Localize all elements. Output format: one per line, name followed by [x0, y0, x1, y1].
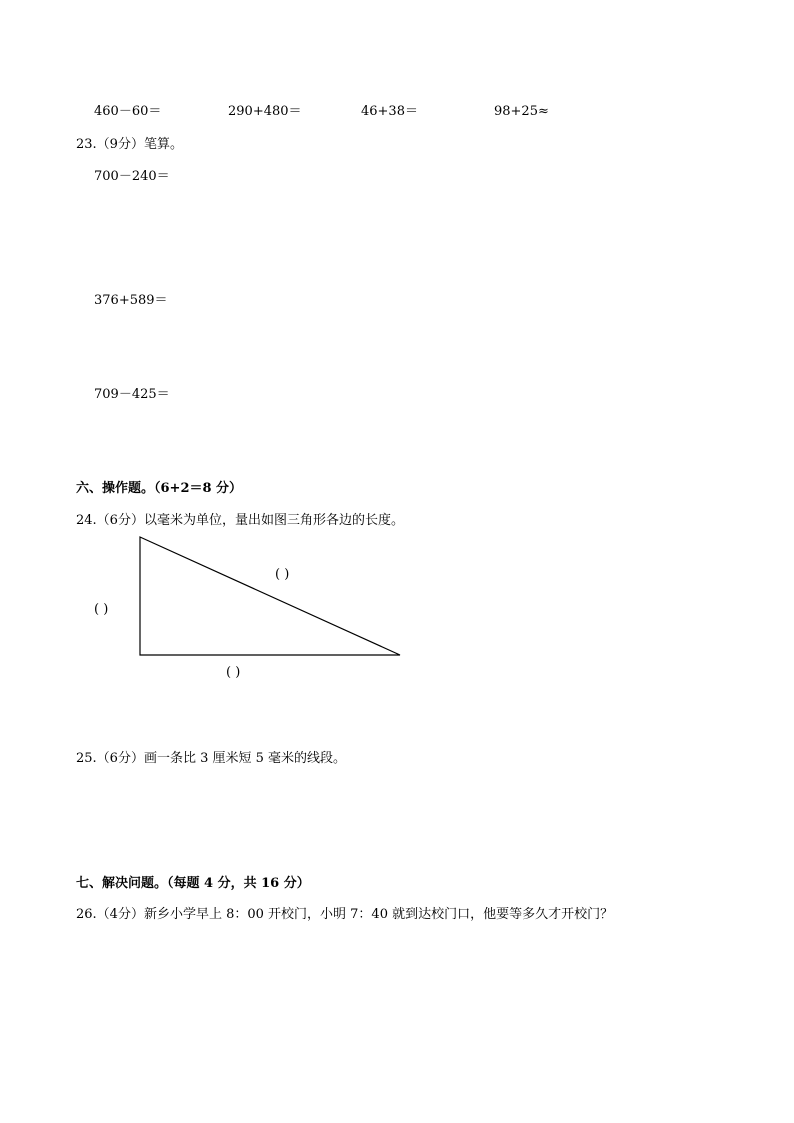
q23-title: 23.（9分）笔算。: [76, 137, 183, 152]
q24-title: 24.（6分）以毫米为单位，量出如图三角形各边的长度。: [76, 513, 404, 528]
q22-expression-4: 98+25≈: [494, 104, 549, 119]
bottom-side-length-blank: ( ): [226, 665, 241, 680]
q23-expression-2: 376+589＝: [94, 293, 168, 308]
q25-title: 25.（6分）画一条比 3 厘米短 5 毫米的线段。: [76, 751, 347, 766]
q22-expression-2: 290+480＝: [228, 104, 302, 119]
section7-title: 七、解决问题。（每题 4 分，共 16 分）: [76, 876, 310, 891]
triangle-shape: [140, 537, 400, 655]
q22-expression-1: 460－60＝: [94, 104, 162, 119]
left-side-length-blank: ( ): [94, 602, 109, 617]
q23-expression-3: 709－425＝: [94, 387, 170, 402]
hypotenuse-length-blank: ( ): [275, 567, 290, 582]
q26-title: 26.（4分）新乡小学早上 8：00 开校门，小明 7：40 就到达校门口，他要等多久才开校门？: [76, 907, 614, 922]
q23-expression-1: 700－240＝: [94, 169, 170, 184]
q22-expression-3: 46+38＝: [361, 104, 418, 119]
section6-title: 六、操作题。（6+2＝8 分）: [76, 481, 243, 496]
